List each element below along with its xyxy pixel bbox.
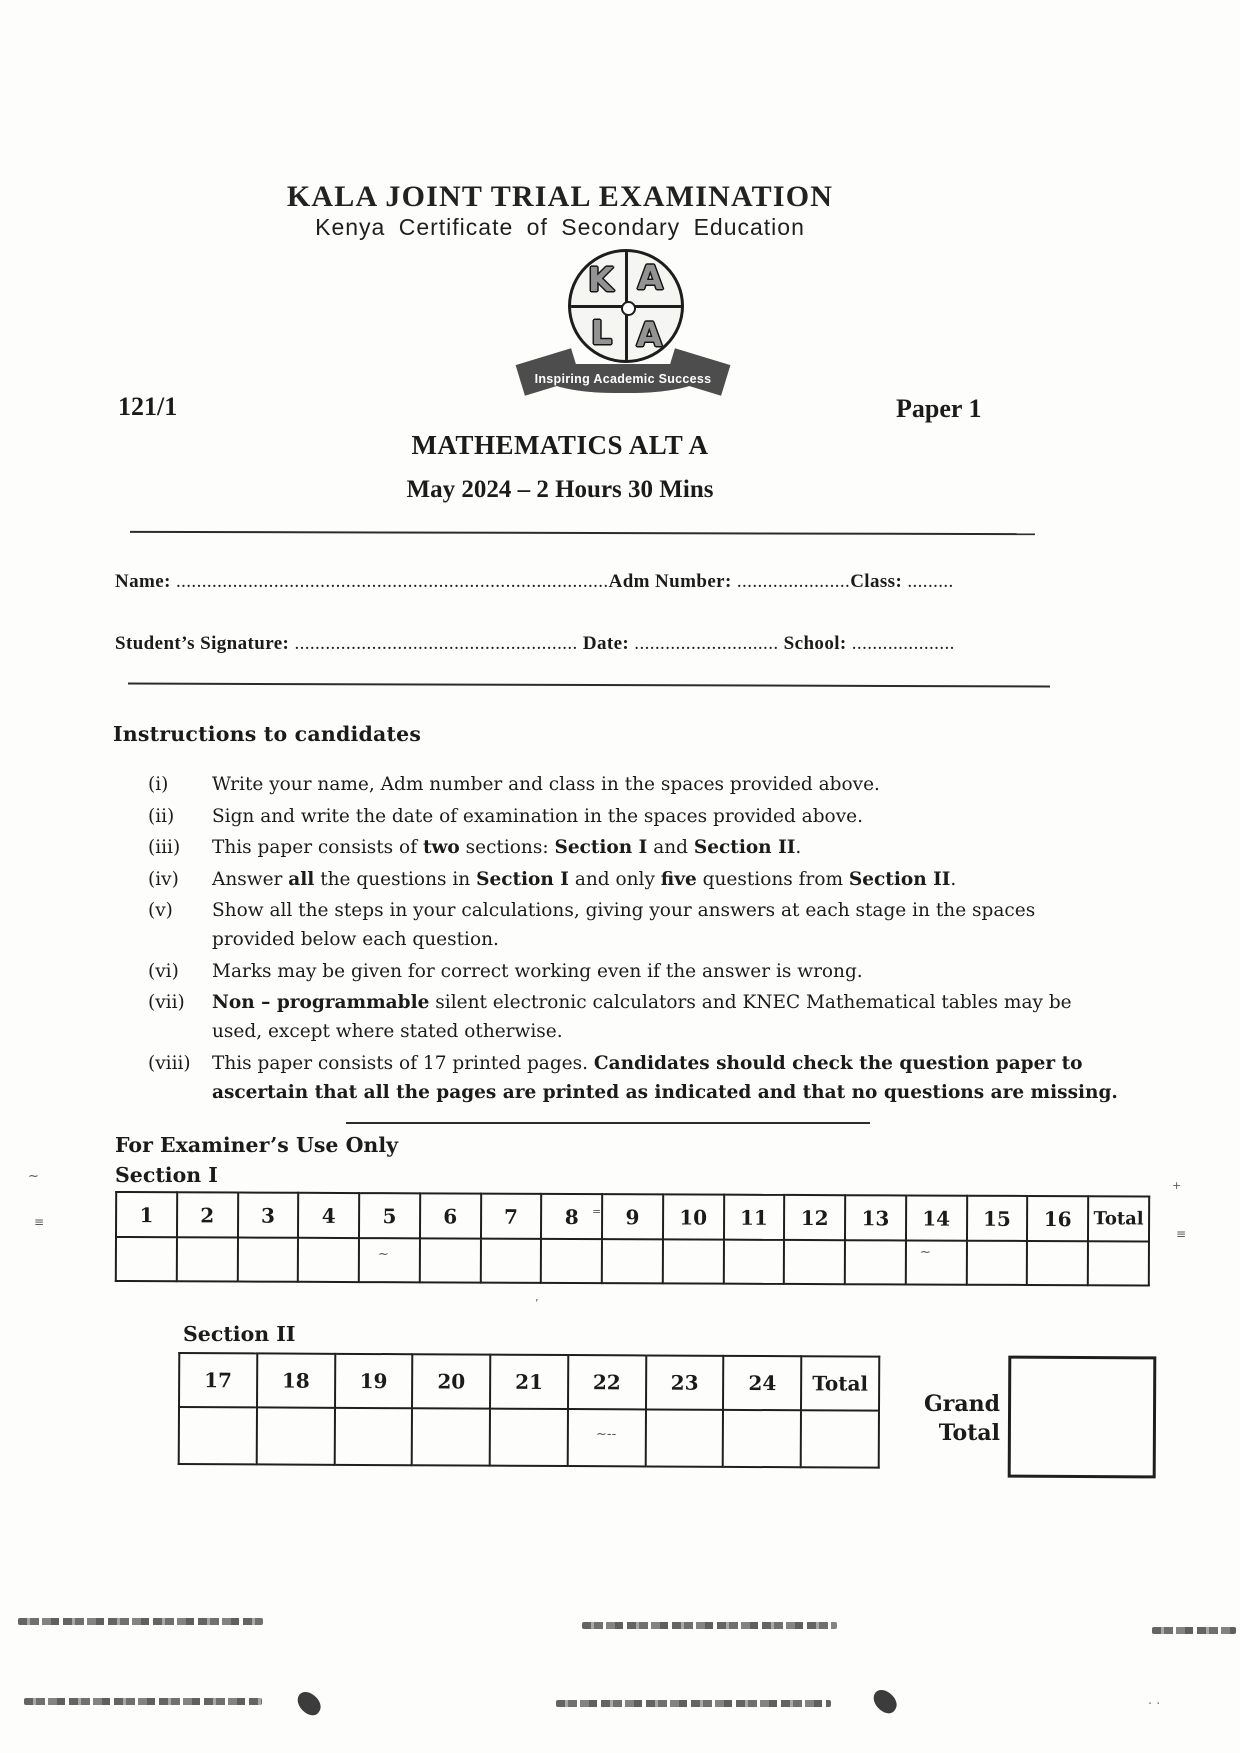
paper-code: 121/1	[118, 392, 178, 421]
instruction-item	[148, 770, 1124, 799]
logo-letter-k: K	[588, 260, 614, 299]
instruction-number: (vii)	[148, 992, 185, 1013]
score-header-cell: 13	[845, 1195, 906, 1240]
text-segment: .......................................................	[294, 633, 578, 654]
instructions-list	[148, 770, 1124, 1109]
grand-total-box	[1008, 1356, 1157, 1479]
score-header-cell: 10	[663, 1194, 724, 1239]
logo-center-hub	[621, 301, 636, 316]
scan-artifact-mark: ~	[378, 1247, 389, 1262]
score-empty-cell	[412, 1408, 490, 1465]
text-segment: .	[950, 868, 957, 890]
text-segment: Name:	[115, 571, 176, 592]
score-header-cell: 3	[237, 1193, 298, 1238]
signature-date-school-line	[115, 633, 1125, 655]
score-empty-cell	[966, 1241, 1027, 1285]
text-segment: ......................	[736, 571, 851, 592]
horizontal-rule-top	[130, 531, 1035, 535]
text-segment: Date:	[577, 633, 635, 654]
scan-artifact-mark: · ·	[1148, 1697, 1161, 1712]
section2-label: Section II	[183, 1322, 296, 1346]
instructions-heading: Instructions to candidates	[113, 722, 422, 746]
text-segment: and only	[568, 868, 661, 890]
scan-artifact-smudge	[556, 1700, 831, 1707]
score-header-cell: 12	[784, 1195, 845, 1240]
text-segment: Sign and write the date of examination in the spaces provided above.	[212, 805, 863, 827]
text-segment: Candidates should check the question paper to ascertain that all the pages are printed as indicated and that no questions are missing.	[212, 1052, 1118, 1103]
text-segment: .	[795, 837, 802, 858]
score-empty-cell	[480, 1239, 541, 1283]
logo-motto: Inspiring Academic Success	[534, 371, 712, 386]
score-header-cell: 18	[257, 1353, 335, 1407]
text-segment: ....................................................................................	[175, 571, 609, 592]
score-header-cell: Total	[801, 1356, 879, 1410]
score-empty-cell	[1027, 1241, 1088, 1285]
instruction-text	[212, 1049, 1122, 1107]
text-segment: all	[288, 868, 315, 890]
scan-artifact-mark: ≡	[34, 1215, 45, 1229]
score-empty-cell	[784, 1240, 845, 1284]
text-segment: Adm Number:	[608, 571, 737, 592]
score-header-cell: Total	[1088, 1196, 1149, 1241]
score-empty-cell	[1088, 1241, 1149, 1285]
text-segment: and	[647, 837, 694, 858]
text-segment: two	[422, 837, 460, 858]
page-title: KALA JOINT TRIAL EXAMINATION	[286, 180, 834, 213]
score-empty-cell	[256, 1407, 334, 1464]
subject-title: MATHEMATICS ALT A	[411, 430, 709, 460]
scan-artifact-smudge	[24, 1698, 262, 1705]
logo-ribbon-banner	[525, 354, 721, 400]
text-segment: the questions in	[314, 868, 477, 890]
scan-artifact-blob	[293, 1688, 325, 1719]
instruction-text	[212, 770, 1122, 799]
session-duration: May 2024 – 2 Hours 30 Mins	[406, 476, 714, 503]
score-empty-cell	[177, 1237, 238, 1281]
grand-total-label: Grand Total	[923, 1391, 1000, 1447]
section2-marks-table	[178, 1352, 881, 1469]
text-segment: Non – programmable	[212, 992, 430, 1013]
score-header-cell: 8	[541, 1194, 602, 1239]
text-segment: Show all the steps in your calculations, giving your answers at each stage in the spaces provided below each question.	[212, 900, 1036, 950]
score-empty-cell	[179, 1407, 257, 1464]
instruction-number: (iii)	[148, 837, 181, 858]
score-empty-cell	[359, 1238, 420, 1282]
text-segment: Section I	[476, 868, 569, 890]
score-header-cell: 11	[723, 1195, 784, 1240]
score-header-cell: 24	[723, 1356, 801, 1410]
text-segment: questions from	[696, 868, 849, 890]
name-adm-class-line	[115, 571, 1125, 593]
instruction-item	[148, 865, 1124, 894]
score-empty-cell	[801, 1410, 879, 1467]
score-header-cell: 21	[490, 1355, 568, 1409]
logo-letter-l: L	[591, 313, 613, 352]
text-segment: sections:	[459, 837, 555, 858]
score-header-cell: 22	[568, 1355, 646, 1409]
section1-label: Section I	[115, 1163, 218, 1187]
scan-artifact-smudge	[582, 1622, 837, 1629]
text-segment: Answer	[212, 868, 289, 890]
score-empty-cell	[490, 1409, 568, 1466]
instruction-number: (ii)	[148, 805, 175, 827]
logo-letter-a2: A	[636, 315, 662, 354]
score-header-cell: 16	[1027, 1196, 1088, 1241]
instruction-item	[148, 957, 1124, 986]
score-empty-cell	[723, 1410, 801, 1467]
text-segment: School:	[778, 633, 852, 654]
text-segment: Section I	[554, 837, 648, 858]
scan-artifact-smudge	[1152, 1627, 1236, 1634]
scan-artifact-mark: ’	[535, 1297, 539, 1310]
score-empty-cell	[845, 1240, 906, 1284]
instruction-item	[148, 802, 1124, 831]
instruction-number: (i)	[148, 774, 169, 795]
section1-marks-table	[115, 1191, 1150, 1287]
score-header-cell: 4	[298, 1193, 359, 1238]
instruction-text	[212, 833, 1122, 862]
text-segment: .........	[907, 571, 954, 592]
instruction-text	[212, 896, 1122, 954]
instruction-item	[148, 988, 1124, 1046]
examiner-use-heading: For Examiner’s Use Only	[115, 1133, 399, 1157]
score-header-cell: 1	[116, 1192, 177, 1237]
score-empty-cell	[645, 1409, 723, 1466]
instruction-item	[148, 1049, 1124, 1107]
scan-artifact-smudge	[18, 1618, 263, 1625]
instruction-text	[212, 957, 1122, 986]
text-segment: five	[660, 868, 697, 890]
text-segment: Class:	[850, 571, 908, 592]
text-segment: Section II	[848, 868, 951, 890]
ribbon-band	[534, 364, 712, 393]
text-segment: ....................	[851, 633, 955, 654]
score-header-cell: 5	[359, 1193, 420, 1238]
score-empty-cell	[237, 1238, 298, 1282]
score-header-cell: 23	[646, 1355, 724, 1409]
score-empty-cell	[298, 1238, 359, 1282]
score-header-cell: 9	[602, 1194, 663, 1239]
text-segment: silent electronic calculators and KNEC Mathematical tables may be used, except where stated otherwise.	[212, 992, 1072, 1042]
score-header-cell: 6	[420, 1193, 481, 1238]
kala-logo	[534, 246, 712, 406]
logo-circle-emblem-icon	[568, 249, 684, 363]
score-header-cell: 7	[480, 1194, 541, 1239]
instruction-text	[212, 865, 1122, 894]
scan-artifact-mark: ≡	[1176, 1227, 1187, 1241]
logo-letter-a1: A	[637, 258, 663, 297]
scan-artifact-mark: +	[1172, 1179, 1182, 1192]
text-segment: Student’s Signature:	[115, 633, 295, 654]
scan-artifact-mark: ~	[28, 1169, 39, 1184]
text-segment: Section II	[693, 837, 796, 858]
score-header-cell: 15	[966, 1196, 1027, 1241]
score-empty-cell	[663, 1239, 724, 1283]
instruction-number: (viii)	[148, 1052, 191, 1074]
score-empty-cell	[541, 1239, 602, 1283]
scan-artifact-mark: ~	[920, 1245, 931, 1260]
scan-artifact-blob	[869, 1686, 901, 1717]
score-header-cell: 2	[177, 1192, 238, 1237]
paper-number-label: Paper 1	[896, 394, 982, 423]
score-empty-cell	[116, 1237, 177, 1281]
text-segment: This paper consists of 17 printed pages.	[212, 1052, 594, 1074]
instruction-number: (iv)	[148, 868, 179, 890]
score-header-cell: 14	[906, 1195, 967, 1240]
score-empty-cell	[602, 1239, 663, 1283]
instruction-text	[212, 802, 1122, 831]
instruction-item	[148, 896, 1124, 954]
instruction-text	[212, 988, 1122, 1046]
score-header-cell: 20	[412, 1354, 490, 1408]
instruction-number: (vi)	[148, 960, 179, 982]
text-segment: This paper consists of	[212, 837, 423, 858]
score-header-cell: 19	[335, 1354, 413, 1408]
score-header-cell: 17	[179, 1353, 257, 1407]
scan-artifact-mark: ~--	[596, 1427, 617, 1442]
horizontal-rule-short	[346, 1122, 870, 1124]
text-segment: ............................	[634, 633, 779, 654]
instruction-item	[148, 833, 1124, 862]
score-empty-cell	[420, 1238, 481, 1282]
horizontal-rule-mid	[128, 683, 1050, 688]
instruction-number: (v)	[148, 900, 173, 921]
score-empty-cell	[334, 1408, 412, 1465]
page-subtitle: Kenya Certificate of Secondary Education	[315, 214, 805, 240]
text-segment: Marks may be given for correct working even if the answer is wrong.	[212, 960, 863, 982]
scan-artifact-mark: =	[592, 1205, 602, 1218]
score-empty-cell	[723, 1240, 784, 1284]
score-empty-cell	[906, 1240, 967, 1284]
text-segment: Write your name, Adm number and class in the spaces provided above.	[212, 774, 880, 795]
